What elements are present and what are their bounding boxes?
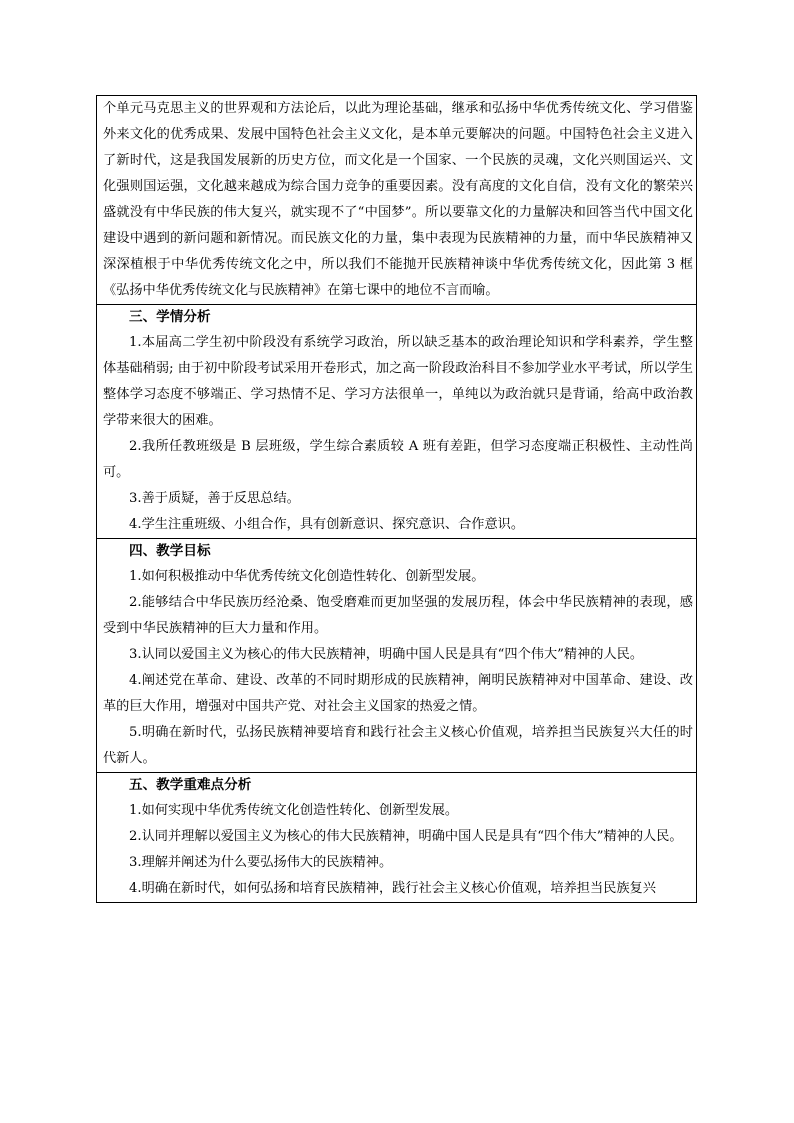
- body-paragraph: 4.学生注重班级、小组合作，具有创新意识、探究意识、合作意识。: [129, 517, 525, 532]
- body-paragraph: 2.能够结合中华民族历经沧桑、饱受磨难而更加坚强的发展历程，体会中华民族精神的表现，感受到中华民族精神的巨大力量和作用。: [103, 595, 693, 636]
- body-paragraph: 2.认同并理解以爱国主义为核心的伟大民族精神，明确中国人民是具有“四个伟大”精神的人民。: [129, 829, 683, 844]
- table-cell: [97, 773, 697, 903]
- body-paragraph: 个单元马克思主义的世界观和方法论后，以此为理论基础，继承和弘扬中华优秀传统文化、学习借鉴外来文化的优秀成果、发展中国特色社会主义文化，是本单元要解决的问题。中国特色社会主义进入了新时代，这是我国发展新的历史方位，而文化是一个国家、一个民族的灵魂，文化兴则国运兴、文化强则国运强，文化越来越成为综合国力竞争的重要因素。没有高度的文化自信，没有文化的繁荣兴盛就没有中华民族的伟大复兴，就实现不了“中国梦”。所以要靠文化的力量解决和回答当代中国文化建设中遇到的新问题和新情况。而民族文化的力量，集中表现为民族精神的力量，而中华民族精神又深深植根于中华优秀传统文化之中，所以我们不能抛开民族精神谈中华优秀传统文化，因此第 3 框《弘扬中华优秀传统文化与民族精神》在第七课中的地位不言而喻。: [103, 101, 693, 298]
- body-paragraph: 3.善于质疑，善于反思总结。: [129, 491, 300, 506]
- body-paragraph: 2.我所任教班级是 B 层班级，学生综合素质较 A 班有差距，但学习态度端正积极性、主动性尚可。: [103, 439, 693, 480]
- body-paragraph: 1.本届高二学生初中阶段没有系统学习政治，所以缺乏基本的政治理论知识和学科素养，学生整体基础稍弱; 由于初中阶段考试采用开卷形式，加之高一阶段政治科目不参加学业水平考试，所以学生整体学习态度不够端正、学习热情不足、学习方法很单一，单纯以为政治就只是背诵，给高中政治教学带来很大的困难。: [103, 335, 693, 428]
- body-paragraph: 4.明确在新时代，如何弘扬和培育民族精神，践行社会主义核心价值观，培养担当民族复兴: [129, 881, 656, 896]
- body-paragraph: 3.理解并阐述为什么要弘扬伟大的民族精神。: [129, 855, 393, 870]
- table-cell: [97, 539, 697, 773]
- body-paragraph: 4.阐述党在革命、建设、改革的不同时期形成的民族精神，阐明民族精神对中国革命、建设、改革的巨大作用，增强对中国共产党、对社会主义国家的热爱之情。: [103, 673, 693, 714]
- table-row: [97, 773, 697, 903]
- table-row: [97, 96, 697, 305]
- body-paragraph: 3.认同以爱国主义为核心的伟大民族精神，明确中国人民是具有“四个伟大”精神的人民。: [129, 647, 643, 662]
- table-cell: [97, 305, 697, 539]
- body-paragraph: 1.如何积极推动中华优秀传统文化创造性转化、创新型发展。: [129, 569, 485, 584]
- table-row: [97, 539, 697, 773]
- section-heading: 三、学情分析: [129, 309, 211, 325]
- table-row: [97, 305, 697, 539]
- section-heading: 五、教学重难点分析: [129, 777, 252, 793]
- body-paragraph: 5.明确在新时代，弘扬民族精神要培育和践行社会主义核心价值观，培养担当民族复兴大任的时代新人。: [103, 725, 693, 766]
- section-heading: 四、教学目标: [129, 543, 211, 559]
- table-cell: [97, 96, 697, 305]
- body-paragraph: 1.如何实现中华优秀传统文化创造性转化、创新型发展。: [129, 803, 459, 818]
- lesson-plan-table: [96, 95, 697, 903]
